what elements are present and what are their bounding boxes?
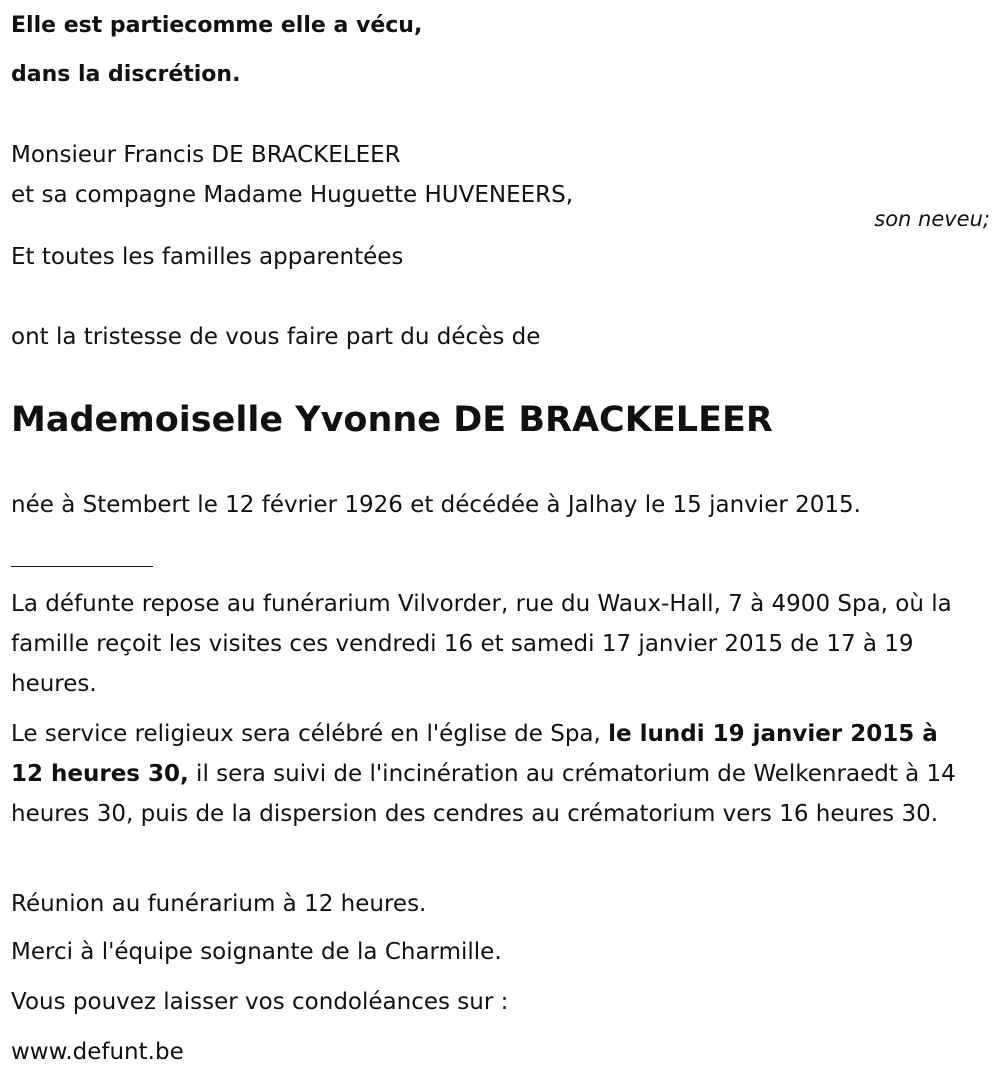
reunion-text: Réunion au funérarium à 12 heures. — [11, 891, 427, 917]
family-relation: son neveu; — [874, 207, 990, 231]
epigraph-line-2: dans la discrétion. — [11, 62, 241, 87]
deceased-name: Mademoiselle Yvonne DE BRACKELEER — [11, 400, 773, 440]
thanks-text: Merci à l'équipe soignante de la Charmille. — [11, 939, 502, 965]
website-link[interactable]: www.defunt.be — [11, 1039, 184, 1065]
family-line-2: et sa compagne Madame Huguette HUVENEERS, — [11, 182, 574, 208]
deceased-dates: née à Stembert le 12 février 1926 et décédée à Jalhay le 15 janvier 2015. — [11, 492, 861, 518]
section-divider — [11, 566, 153, 567]
epigraph-line-1: Elle est partiecomme elle a vécu, — [11, 13, 423, 38]
condolences-text: Vous pouvez laisser vos condoléances sur : — [11, 989, 509, 1015]
announcement-text: ont la tristesse de vous faire part du décès de — [11, 324, 541, 350]
service-text-end: il sera suivi de l'incinération au crématorium de Welkenraedt à 14 heures 30, puis de la dispersion des cendres au crématorium vers 16 heures 30. — [11, 761, 956, 827]
service-date-time: le lundi 19 janvier 2015 à 12 heures 30, — [11, 721, 938, 787]
service-paragraph — [11, 714, 971, 834]
family-line-3: Et toutes les familles apparentées — [11, 244, 404, 270]
family-line-1: Monsieur Francis DE BRACKELEER — [11, 142, 401, 168]
repose-paragraph: La défunte repose au funérarium Vilvorder, rue du Waux-Hall, 7 à 4900 Spa, où la famille reçoit les visites ces vendredi 16 et samedi 17 janvier 2015 de 17 à 19 heures. — [11, 591, 952, 697]
service-text-start: Le service religieux sera célébré en l'église de Spa, — [11, 721, 609, 747]
